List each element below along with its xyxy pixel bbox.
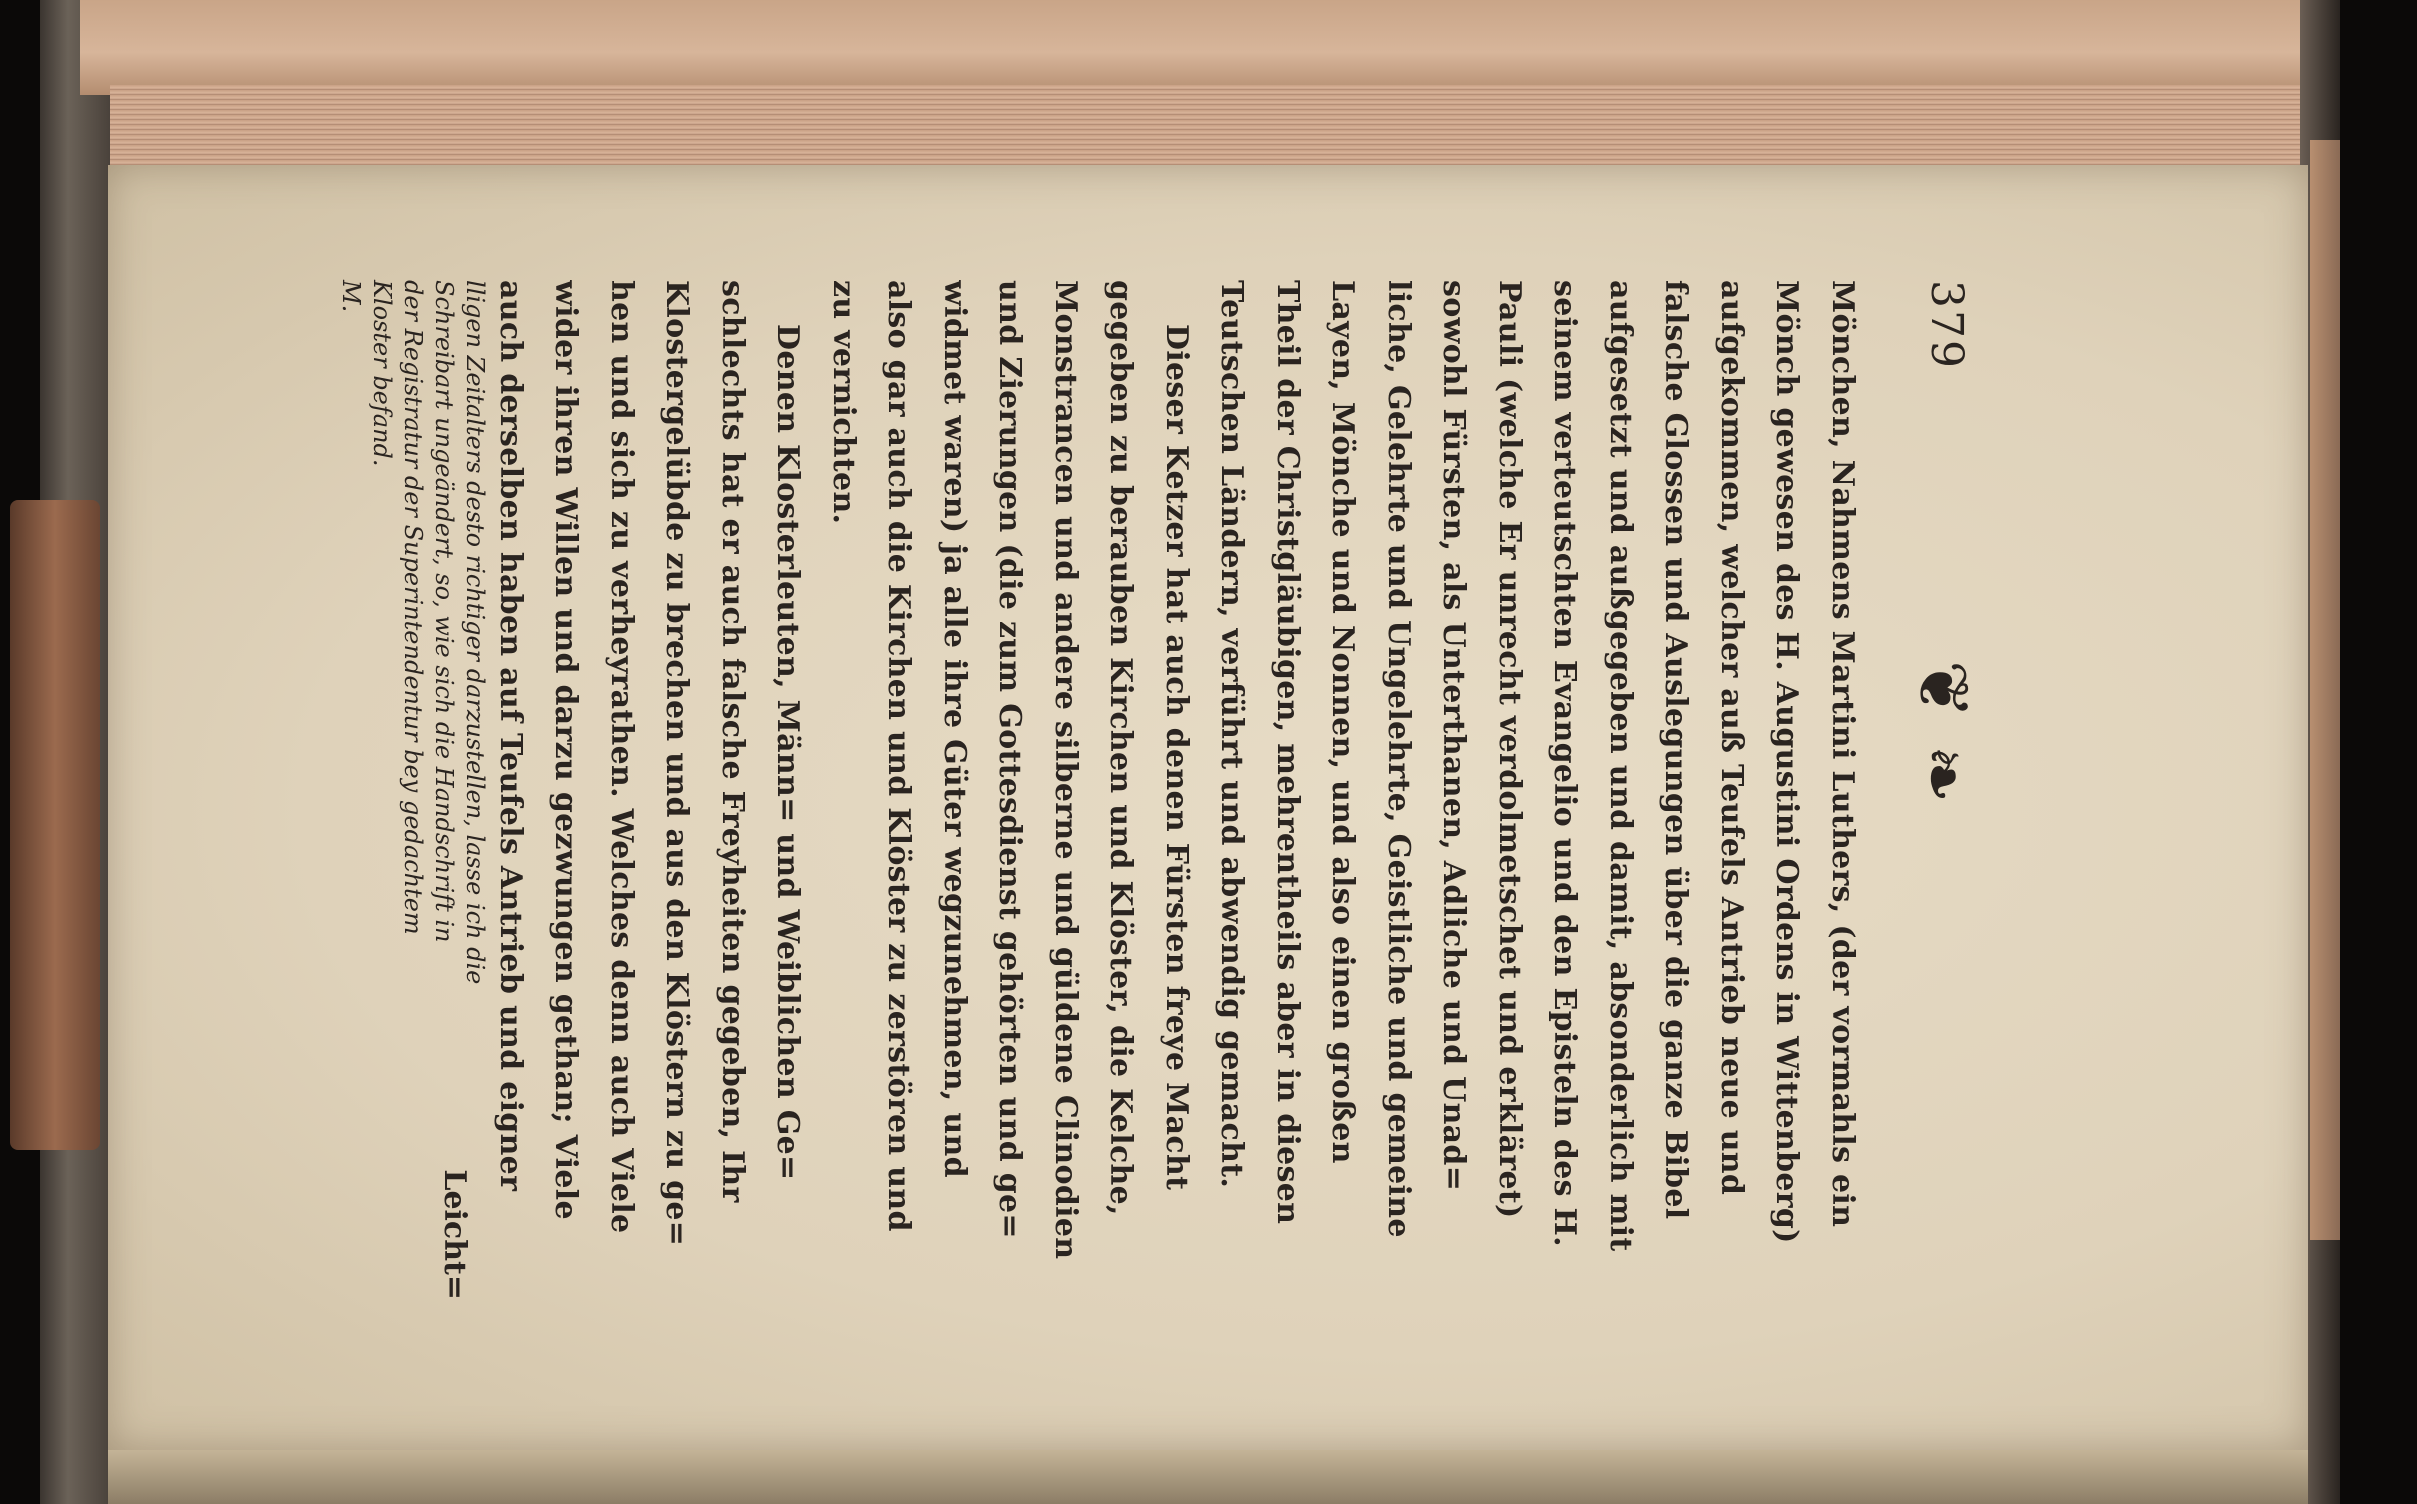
ornament-icon: ❦ ❧ (1902, 660, 1984, 806)
text-line: liche, Gelehrte und Ungelehrte, Geistliche und gemeine (1381, 280, 1416, 1238)
catchword: Leicht= (437, 1169, 473, 1300)
text-line: und Zierungen (die zum Gottesdienst gehörten und ge= (992, 280, 1028, 1239)
text-line: Mönch gewesen des H. Augustini Ordens in Wittenberg) (1769, 280, 1805, 1244)
page-number: 379 (1921, 280, 1972, 370)
text-line: auch derselben haben auf Teufels Antrieb und eigner (493, 280, 528, 1192)
page-edge-strip (2310, 140, 2340, 1240)
text-line: seinem verteutschten Evangelio und den Episteln des H. (1547, 280, 1583, 1247)
footnote-line: lligen Zeitalters desto richtiger darzustellen, lasse ich die (461, 280, 489, 985)
page-stack-edge (80, 0, 2310, 95)
footnote (335, 280, 490, 1300)
text-line: Denen Klosterleuten, Männ= und Weiblichen Ge= (770, 324, 806, 1181)
text-line: Theil der Christgläubigen, mehrentheils aber in diesen (1270, 280, 1305, 1225)
text-line: schlechts hat er auch falsche Freyheiten gegeben, Ihr (715, 280, 750, 1203)
text-line: Mönchen, Nahmens Martini Luthers, (der vormahls ein (1825, 280, 1860, 1228)
text-line: zu vernichten. (826, 280, 861, 525)
text-line: gegeben zu berauben Kirchen und Klöster, die Kelche, (1103, 280, 1139, 1216)
text-line: sowohl Fürsten, als Unterthanen, Adliche und Unad= (1436, 280, 1472, 1192)
text-line: Teutschen Ländern, verführt und abwendig gemacht. (1214, 280, 1250, 1189)
footnote-line: der Registratur der Superintendentur bey gedachtem (399, 280, 427, 935)
text-line: aufgekommen, welcher auß Teufels Antrieb neue und (1714, 280, 1749, 1196)
text-line: Layen, Mönche und Nonnen, und also einen großen (1325, 280, 1361, 1164)
text-line: Dieser Ketzer hat auch denen Fürsten freye Macht (1159, 324, 1194, 1191)
page-text-block (250, 280, 1990, 1300)
footnote-line: Schreibart ungeändert, so, wie sich die Handschrift in (430, 280, 458, 943)
text-line: Pauli (welche Er unrecht verdolmetschet und erkläret) (1492, 280, 1527, 1219)
text-line: Monstrancen und andere silberne und güldene Clinodien (1048, 280, 1083, 1260)
text-line: hen und sich zu verheyrathen. Welches denn auch Viele (604, 280, 639, 1234)
page-stack-lines (110, 85, 2310, 165)
book-spine-fragment (10, 500, 100, 1150)
text-line: widmet waren) ja alle ihre Güter wegzunehmen, und (937, 280, 972, 1178)
text-line: also gar auch die Kirchen und Klöster zu zerstören und (881, 280, 917, 1232)
text-line: aufgesetzt und außgegeben und damit, absonderlich mit (1603, 280, 1638, 1252)
footnote-line: Kloster befand. (368, 280, 396, 467)
footnote-line: M. (337, 280, 365, 313)
text-line: wider ihren Willen und darzu gezwungen gethan; Viele (548, 280, 584, 1220)
body-text (428, 280, 1871, 1300)
text-line: Klostergelübde zu brechen und aus den Klöstern zu ge= (659, 280, 695, 1247)
text-line: falsche Glossen und Auslegungen über die ganze Bibel (1658, 280, 1694, 1220)
page-bottom-edge (108, 1450, 2308, 1504)
